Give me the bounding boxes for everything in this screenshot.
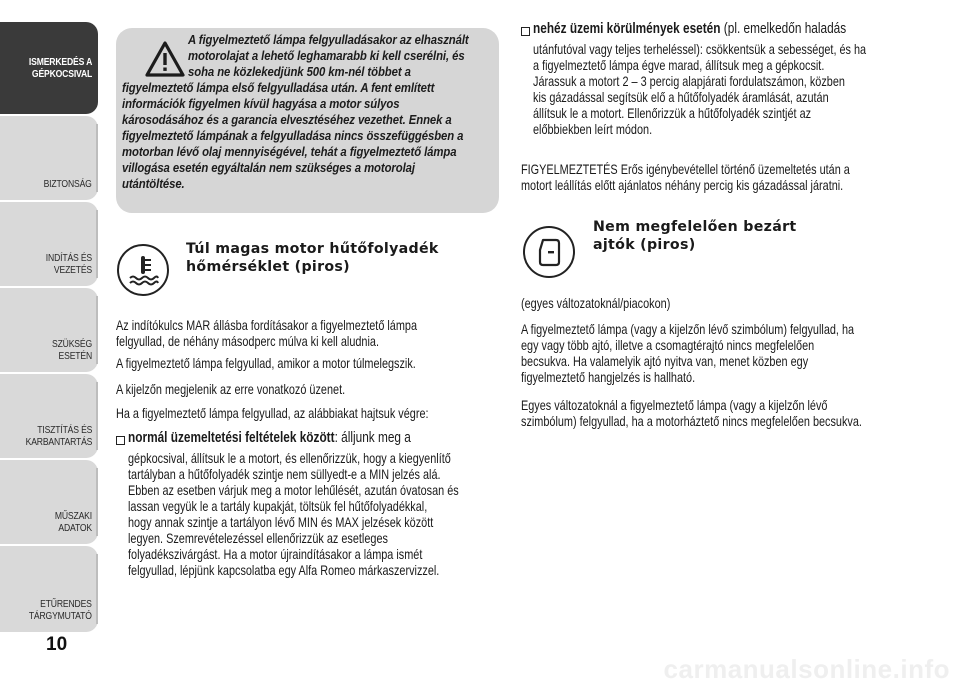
warning-line: motorban lévő olaj mennyiségével, tehát a figyelmeztető lámpa bbox=[122, 144, 457, 159]
warning-line: figyelmeztető lámpának a felgyulladása nincs összefüggésben a bbox=[122, 128, 464, 143]
paragraph-line: Ebben az esetben várjuk meg a motor lehűlését, azután óvatosan és bbox=[128, 483, 459, 498]
paragraph-line: a figyelmeztető lámpa égve marad, állítsuk meg a gépkocsit. bbox=[533, 58, 825, 73]
paragraph-line: Az indítókulcs MAR állásba fordításakor a figyelmeztető lámpa bbox=[116, 318, 418, 333]
tab-targymutato[interactable]: ETŰRENDES TÁRGYMUTATÓ bbox=[0, 546, 98, 632]
tab-szukseg[interactable]: SZÜKSÉG ESETÉN bbox=[0, 288, 98, 372]
note-line: FIGYELMEZTETÉS Erős igénybevétellel történő üzemeltetés után a bbox=[521, 162, 850, 177]
paragraph-line: lassan vegyük le a tartály kupakját, töltsük fel hűtőfolyadékkal, bbox=[128, 499, 428, 514]
checkbox-bullet-icon bbox=[521, 27, 530, 36]
paragraph-line: hogy annak szintje a tartályon lévő MIN és MAX jelzések között bbox=[128, 515, 434, 530]
coolant-temperature-icon bbox=[117, 244, 169, 296]
paragraph-line: állítsuk le a motort. Ellenőrizzük a hűtőfolyadék szintjét az bbox=[533, 106, 812, 121]
note-line: motort leállítás előtt ajánlatos néhány percig kis gázadással járatni. bbox=[521, 178, 844, 193]
paragraph-line: előbbiekben leírt módon. bbox=[533, 122, 653, 137]
bullet-rest: : álljunk meg a bbox=[334, 430, 411, 446]
paragraph-line: Egyes változatoknál a figyelmeztető lámpa (vagy a kijelzőn lévő bbox=[521, 398, 828, 413]
paragraph-line: becsukva. Ha valamelyik ajtó nyitva van, menet közben egy bbox=[521, 354, 809, 369]
paragraph-line: Ha a figyelmeztető lámpa felgyullad, az alábbiakat hajtsuk végre: bbox=[116, 406, 429, 421]
paragraph-line: utánfutóval vagy teljes terheléssel): csökkentsük a sebességet, és ha bbox=[533, 42, 867, 57]
watermark: carmanualsonline.info bbox=[663, 654, 950, 684]
tab-inditas[interactable]: INDÍTÁS ÉS VEZETÉS bbox=[0, 202, 98, 286]
paragraph-line: kis gázadással segítsük elő a hűtőfolyadék áramlását, azután bbox=[533, 90, 829, 105]
warning-line: A figyelmeztető lámpa felgyulladásakor az elhasznált bbox=[188, 32, 469, 47]
paragraph-line: figyelmeztető hangjelzés is hallható. bbox=[521, 370, 696, 385]
warning-line: figyelmeztető lámpa első felgyulladása után. A fent említett bbox=[122, 80, 435, 95]
bullet-rest: (pl. emelkedőn haladás bbox=[720, 21, 847, 37]
section-title: hőmérséklet (piros) bbox=[186, 259, 350, 275]
section-title: ajtók (piros) bbox=[593, 237, 696, 253]
tab-biztonsag[interactable]: BIZTONSÁG bbox=[0, 116, 98, 200]
paragraph-line: egy vagy több ajtó, illetve a csomagtérajtó nincs megfelelően bbox=[521, 338, 815, 353]
checkbox-bullet-icon bbox=[116, 436, 125, 445]
bullet-bold: normál üzemeltetési feltételek között bbox=[128, 430, 335, 446]
warning-line: információk figyelmen kívül hagyása a motor súlyos bbox=[122, 96, 400, 111]
paragraph-line: A figyelmeztető lámpa felgyullad, amikor a motor túlmelegszik. bbox=[116, 356, 416, 371]
warning-box bbox=[116, 28, 499, 213]
tab-ismerkedes[interactable]: ISMERKEDÉS A GÉPKOCSIVAL bbox=[0, 22, 98, 114]
warning-line: motorolajat a lehető leghamarabb ki kell cserélni, és bbox=[188, 48, 465, 63]
bullet-item-first-line bbox=[533, 21, 846, 37]
door-open-icon bbox=[523, 226, 575, 278]
warning-line: villogása esetén egyáltalán nem szükséges a motorolaj bbox=[122, 160, 415, 175]
paragraph-line: legyen. Szemrevételezéssel ellenőrizzük az esetleges bbox=[128, 531, 388, 546]
page-number: 10 bbox=[46, 634, 68, 655]
section-title: Nem megfelelően bezárt bbox=[593, 219, 797, 235]
paragraph-line: szimbólum) felgyullad, ha a motorháztető nincs megfelelően becsukva. bbox=[521, 414, 862, 429]
paragraph-line: gépkocsival, állítsuk le a motort, és ellenőrizzük, hogy a kiegyenlítő bbox=[128, 451, 451, 466]
warning-line: utántöltése. bbox=[122, 176, 185, 191]
warning-line: soha ne közlekedjünk 500 km-nél többet a bbox=[188, 64, 411, 79]
paragraph-line: (egyes változatoknál/piacokon) bbox=[521, 296, 671, 311]
warning-triangle-icon bbox=[144, 40, 186, 78]
paragraph-line: Járassuk a motort 2 – 3 percig alapjárati fordulatszámon, közben bbox=[533, 74, 845, 89]
warning-line: károsodásához és a garancia elvesztéséhez vezethet. Ennek a bbox=[122, 112, 452, 127]
section-title: Túl magas motor hűtőfolyadék bbox=[186, 241, 439, 257]
bullet-bold: nehéz üzemi körülmények esetén bbox=[533, 21, 721, 37]
paragraph-line: A figyelmeztető lámpa (vagy a kijelzőn lévő szimbólum) felgyullad, ha bbox=[521, 322, 855, 337]
paragraph-line: felgyullad, de néhány másodperc múlva ki kell aludnia. bbox=[116, 334, 379, 349]
paragraph-line: tartályban a hűtőfolyadék szintje nem süllyedt-e a MIN jelzés alá. bbox=[128, 467, 441, 482]
paragraph-line: folyadékszivárgást. Ha a motor újraindításakor a lámpa ismét bbox=[128, 547, 423, 562]
tab-tisztitas[interactable]: TISZTÍTÁS ÉS KARBANTARTÁS bbox=[0, 374, 98, 458]
bullet-item-first-line bbox=[128, 430, 411, 446]
tab-muszaki[interactable]: MŰSZAKI ADATOK bbox=[0, 460, 98, 544]
paragraph-line: felgyullad, lépjünk kapcsolatba egy Alfa Romeo márkaszervizzel. bbox=[128, 563, 440, 578]
paragraph-line: A kijelzőn megjelenik az erre vonatkozó üzenet. bbox=[116, 382, 346, 397]
